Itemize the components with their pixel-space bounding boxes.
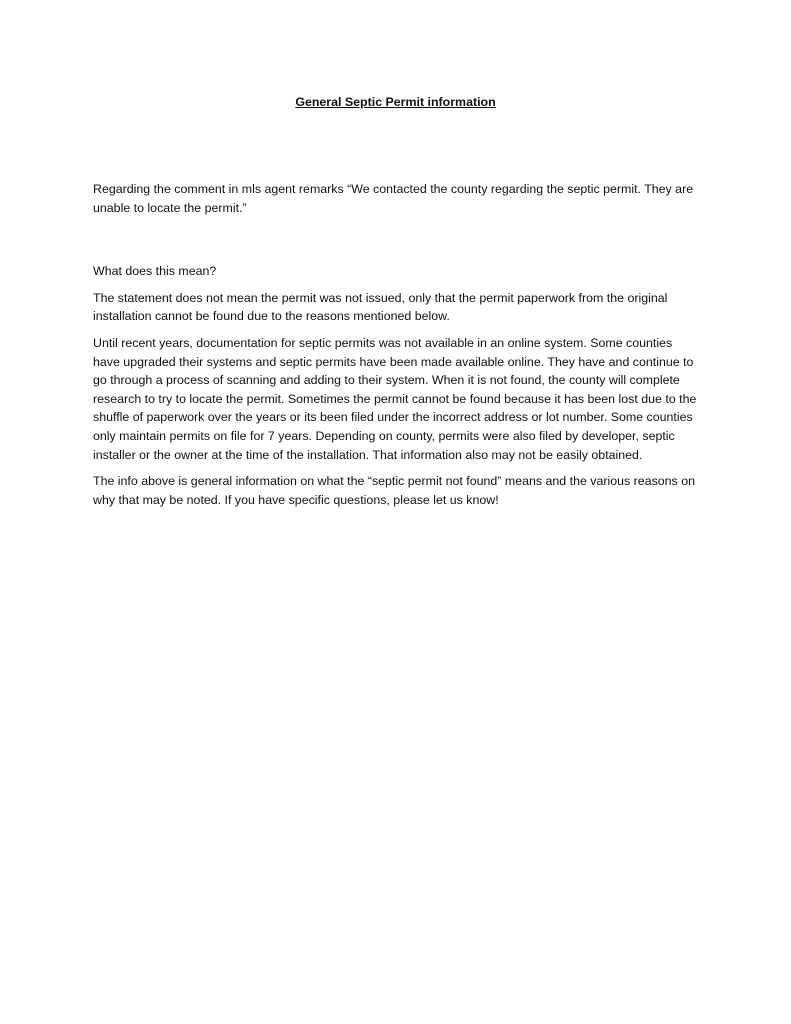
paragraph-question: What does this mean?	[93, 264, 217, 279]
paragraph-history: Until recent years, documentation for septic permits was not available in an online system. Some counties have upgraded their systems and septic permits have been made available online. They have and continue to go through a process of scanning and adding to their system. When it is not found, the county will complete research to try to locate the permit. Sometimes the permit cannot be found because it has been lost due to the shuffle of paperwork over the years or its been filed under the incorrect address or lot number. Some counties only maintain permits on file for 7 years. Depending on county, permits were also filed by developer, septic installer or the owner at the time of the installation. That information also may not be easily obtained.	[93, 335, 697, 462]
document-body	[93, 180, 698, 509]
paragraph-closing: The info above is general information on what the “septic permit not found” means and the various reasons on why that may be noted. If you have specific questions, please let us know!	[93, 474, 695, 507]
paragraph-intro: Regarding the comment in mls agent remarks “We contacted the county regarding the septic permit. They are unable to locate the permit.”	[93, 182, 694, 215]
paragraph-statement: The statement does not mean the permit was not issued, only that the permit paperwork from the original installation cannot be found due to the reasons mentioned below.	[93, 290, 668, 324]
document-title: General Septic Permit information	[295, 95, 496, 109]
